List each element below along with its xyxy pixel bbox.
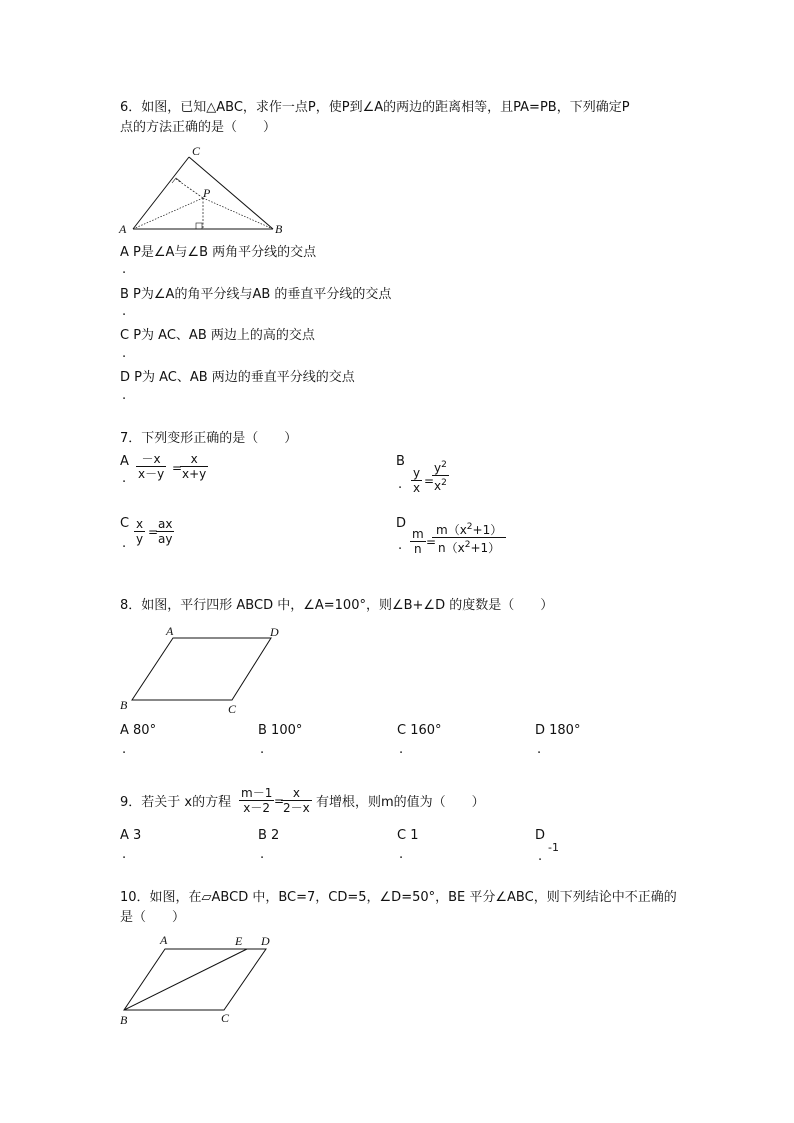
- q7-d-frac-left: [410, 527, 426, 556]
- q10-label-D: D: [261, 934, 270, 948]
- q7-d-frac-right: $\frac{m(x^2+1)}{n(x^2+1)}$: [432, 520, 506, 555]
- q7-c-frac-left: [134, 517, 145, 546]
- q7-a-letter: A: [120, 454, 129, 469]
- q7-b-denominator-exponent: 2: [441, 478, 447, 488]
- q6-stem-line1: 6．如图，已知△ABC，求作一点P，使P到∠A的两边的距离相等，且PA=PB，下列确定P: [120, 100, 630, 115]
- q6-label-A: A: [119, 222, 127, 236]
- q9-numerator-left: m－1: [241, 786, 273, 800]
- q7-c-numerator-left: x: [136, 517, 144, 531]
- q6-label-C: C: [192, 144, 201, 158]
- q6-triangle-figure: [115, 143, 295, 238]
- q8-option-b-dot: .: [260, 742, 265, 757]
- q7-b-denominator-right: x: [434, 479, 442, 493]
- q9-option-a-dot: .: [122, 847, 127, 862]
- q8-label-A: A: [166, 624, 174, 638]
- q7-b-letter: B: [396, 454, 405, 469]
- q7-c-letter: C: [120, 516, 130, 531]
- q7-a-dot: .: [122, 471, 127, 486]
- q8-label-B: B: [120, 698, 128, 712]
- q9-equals: =: [274, 794, 285, 808]
- q10-label-B: B: [120, 1013, 128, 1027]
- q7-b-equals: =: [424, 474, 435, 488]
- q7-b-numerator-left: y: [413, 466, 421, 480]
- q8-parallelogram-figure: [115, 622, 290, 717]
- q7-a-numerator-right: x: [180, 452, 208, 467]
- q6-option-b-dot: .: [122, 304, 127, 319]
- q7-a-denominator-right: x+y: [182, 467, 207, 481]
- q7-a-equals: =: [172, 461, 183, 475]
- q9-option-d-dot: .: [538, 849, 543, 864]
- q6-option-b: B P为∠A的角平分线与AB 的垂直平分线的交点: [120, 287, 392, 302]
- q9-frac-right: [281, 786, 312, 815]
- q7-c-equals: =: [148, 525, 159, 539]
- q8-label-C: C: [228, 702, 237, 716]
- q8-option-a: A 80°: [120, 723, 157, 738]
- q7-d-dot: .: [398, 538, 403, 553]
- q9-option-c: C 1: [397, 828, 419, 843]
- q7-a-numerator-left: －x: [136, 452, 166, 467]
- q7-d-numerator-left: m: [412, 527, 424, 541]
- q6-option-c: C P为 AC、AB 两边上的高的交点: [120, 328, 315, 343]
- q8-option-c: C 160°: [397, 723, 442, 738]
- q9-stem-suffix: 有增根，则m的值为（ ）: [316, 795, 485, 810]
- q7-a-frac-right: [180, 452, 208, 481]
- q6-option-d: D P为 AC、AB 两边的垂直平分线的交点: [120, 370, 355, 385]
- q10-stem-line1: 10．如图，在▱ABCD 中，BC=7，CD=5，∠D=50°，BE 平分∠ABC，则下列结论中不正确的: [120, 890, 677, 905]
- q9-numerator-right: x: [281, 786, 312, 801]
- q7-c-numerator-right: ax: [158, 517, 173, 531]
- q7-c-denominator-left: y: [136, 532, 144, 546]
- q8-option-d-dot: .: [537, 742, 542, 757]
- q6-option-c-dot: .: [122, 346, 127, 361]
- q6-option-d-dot: .: [122, 388, 127, 403]
- q9-option-d-value: -1: [548, 841, 559, 854]
- q7-stem: 7．下列变形正确的是（ ）: [120, 431, 298, 446]
- q10-label-E: E: [235, 934, 243, 948]
- q7-d-denominator-left: n: [414, 542, 422, 556]
- q7-b-numerator-right: y: [434, 461, 442, 475]
- q7-c-frac-right: [156, 517, 174, 546]
- q7-b-denominator-left: x: [413, 481, 421, 495]
- q8-option-c-dot: .: [399, 742, 404, 757]
- q8-option-d: D 180°: [535, 723, 581, 738]
- q7-b-numerator-exponent: 2: [441, 460, 447, 470]
- q9-option-d: D: [535, 828, 546, 843]
- q6-label-P: P: [203, 186, 211, 200]
- q7-b-frac-right: [432, 458, 449, 493]
- q7-a-denominator-left: x－y: [138, 467, 165, 481]
- q10-label-A: A: [160, 933, 168, 947]
- q10-label-C: C: [221, 1011, 230, 1025]
- q8-option-b: B 100°: [258, 723, 303, 738]
- q6-option-a: A P是∠A与∠B 两角平分线的交点: [120, 245, 317, 260]
- q6-option-a-dot: .: [122, 262, 127, 277]
- q6-label-B: B: [275, 222, 283, 236]
- q9-option-b-dot: .: [260, 847, 265, 862]
- q9-frac-left: [239, 786, 274, 815]
- q8-label-D: D: [270, 625, 279, 639]
- q7-b-dot: .: [398, 477, 403, 492]
- q9-denominator-right: 2－x: [283, 801, 310, 815]
- q9-denominator-left: x－2: [243, 801, 271, 815]
- q7-d-letter: D: [396, 516, 407, 531]
- q7-a-frac-left: [136, 452, 166, 481]
- q9-stem-prefix: 9．若关于 x的方程: [120, 795, 232, 810]
- q9-option-c-dot: .: [399, 847, 404, 862]
- q9-option-b: B 2: [258, 828, 280, 843]
- q6-stem-line2: 点的方法正确的是（ ）: [120, 120, 277, 135]
- q7-d-equals: =: [426, 535, 437, 549]
- q7-c-dot: .: [122, 536, 127, 551]
- q8-stem: 8．如图，平行四形 ABCD 中，∠A=100°，则∠B+∠D 的度数是（ ）: [120, 598, 554, 613]
- q8-option-a-dot: .: [122, 742, 127, 757]
- q9-option-a: A 3: [120, 828, 142, 843]
- q10-stem-line2: 是（ ）: [120, 910, 186, 925]
- q7-c-denominator-right: ay: [158, 532, 173, 546]
- q7-b-frac-left: [411, 466, 422, 495]
- q10-parallelogram-figure: [115, 932, 290, 1027]
